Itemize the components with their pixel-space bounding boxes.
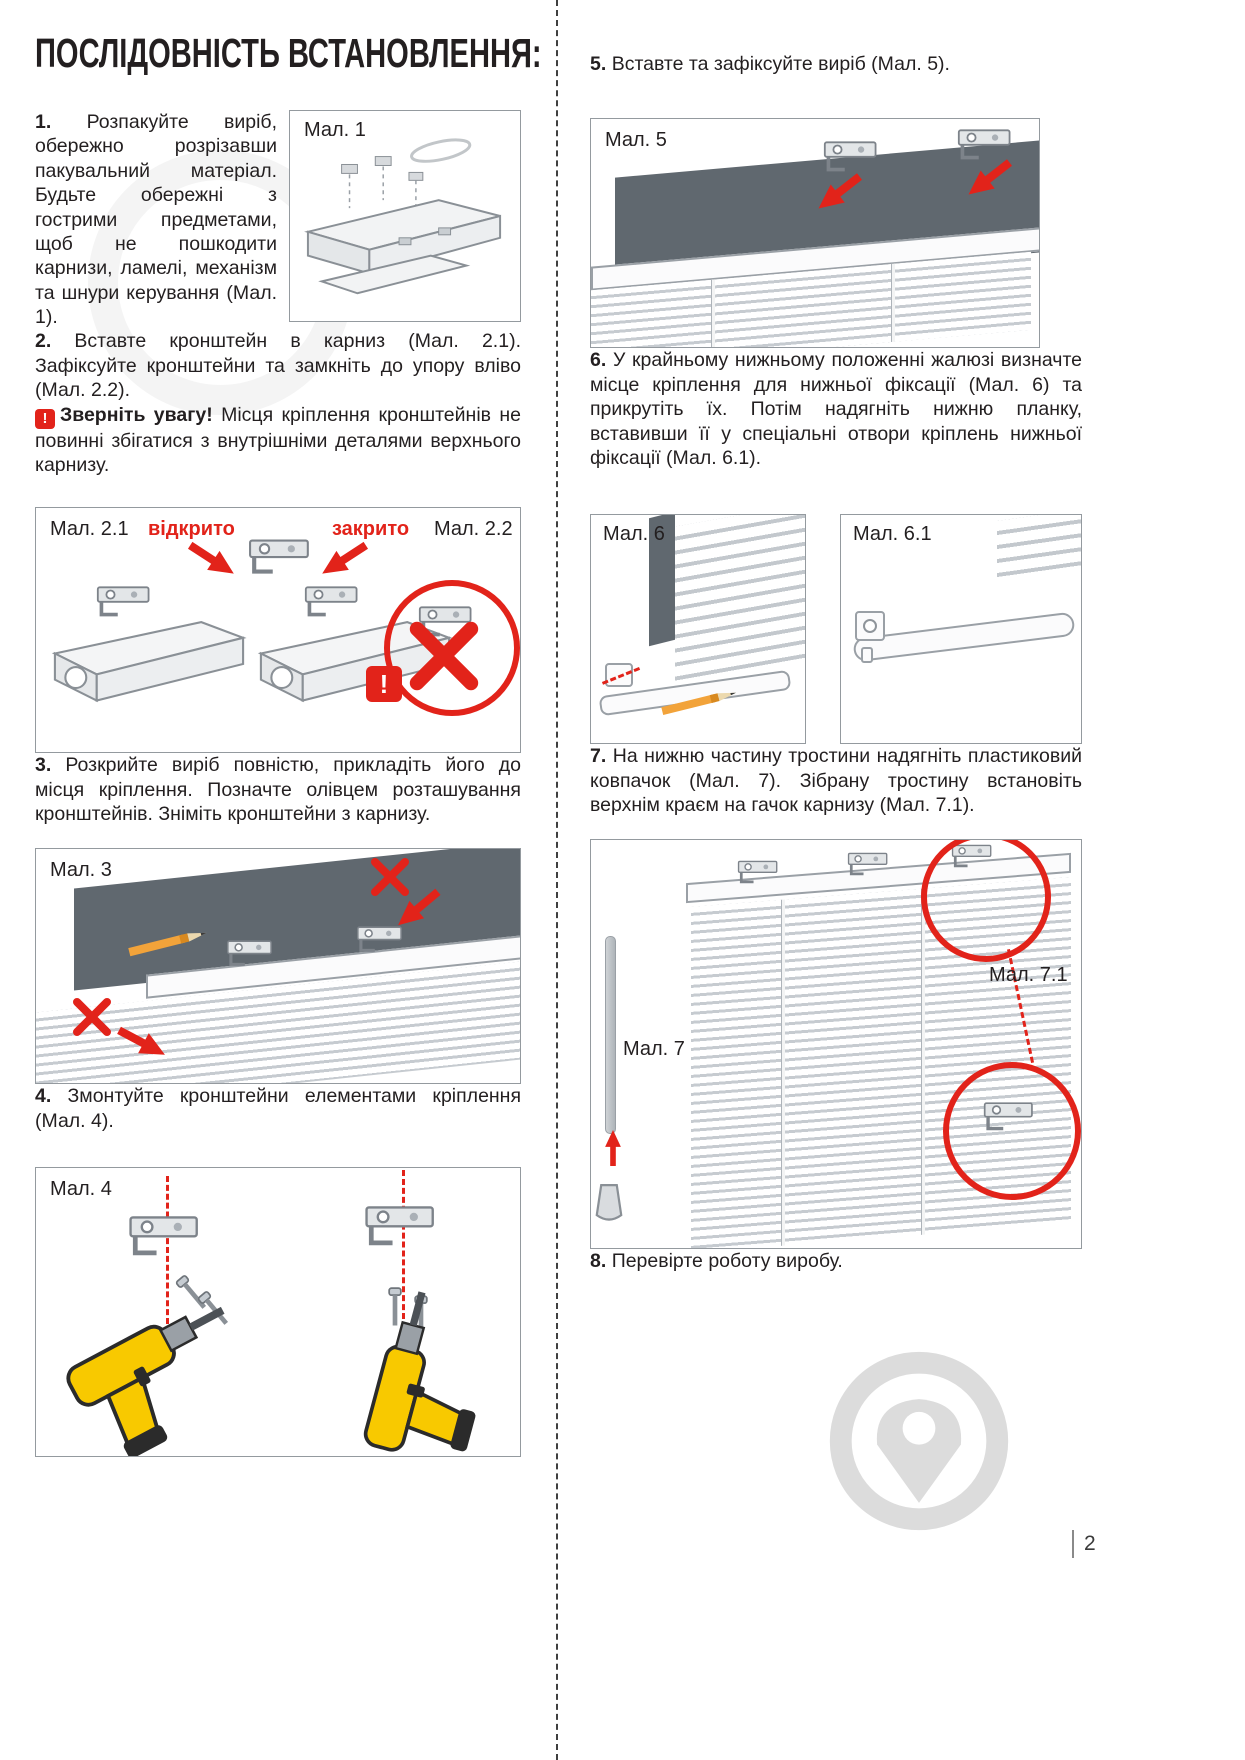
step-6-text — [590, 348, 1082, 470]
bracket-icon — [128, 1208, 204, 1260]
red-arrow-icon — [605, 1130, 621, 1166]
step-1-number: 1. — [35, 111, 52, 133]
bracket-icon — [957, 123, 1015, 163]
step-6-number: 6. — [590, 349, 607, 372]
warning-body: Місця кріплення кронштейнів не повинні збігатися з внутрішніми деталями верхнього карнизу. — [35, 403, 521, 476]
step-7-text — [590, 744, 1082, 817]
step-8-text — [590, 1249, 1082, 1273]
red-arrow-icon — [184, 536, 240, 584]
bracket-icon — [847, 848, 891, 878]
bracket-icon — [96, 580, 154, 620]
wand-hook-highlight-circle — [943, 1062, 1081, 1200]
step-4-number: 4. — [35, 1085, 52, 1108]
wrong-mounting-highlight-circle — [384, 580, 520, 716]
cornice-exploded-illustration — [290, 111, 520, 321]
exclamation-badge-icon: ! — [366, 666, 402, 702]
bracket-icon — [737, 856, 781, 886]
blinds-slats-shape — [675, 514, 806, 683]
hook-shape — [861, 647, 873, 663]
step-2-body: Вставте кронштейн в карниз (Мал. 2.1). Зафіксуйте кронштейни та замкніть до упору вліво (Мал. 2.2). — [35, 330, 521, 402]
bracket-icon — [304, 580, 362, 620]
figure-6-row — [590, 514, 1082, 744]
step-3-number: 3. — [35, 754, 52, 777]
page-number: 2 — [1072, 1530, 1096, 1558]
bottom-rail-shape — [852, 612, 1075, 663]
figure-1 — [289, 110, 521, 322]
figure-6-1 — [840, 514, 1082, 744]
figure-6-label: Мал. 6 — [603, 523, 665, 546]
page-title-text: ПОСЛІДОВНІСТЬ ВСТАНОВЛЕННЯ: — [35, 30, 542, 76]
watermark-logo — [828, 1350, 1010, 1532]
blinds-slats-shape — [997, 514, 1082, 585]
drill-icon — [37, 1261, 266, 1457]
step-8-number: 8. — [590, 1250, 607, 1273]
drill-icon — [326, 1279, 507, 1457]
figure-7 — [590, 839, 1082, 1249]
figure-5-label: Мал. 5 — [605, 129, 667, 152]
ladder-cord-shape — [891, 264, 895, 342]
figure-6-1-label: Мал. 6.1 — [853, 523, 932, 546]
step-5-body: Вставте та зафіксуйте виріб (Мал. 5). — [611, 53, 950, 75]
step-2-warning — [35, 403, 521, 478]
step-7-number: 7. — [590, 745, 607, 768]
figure-2-closed-label: закрито — [332, 518, 410, 541]
ladder-cord-shape — [921, 889, 925, 1235]
wand-cap-shape — [595, 1184, 623, 1224]
ladder-cord-shape — [781, 900, 785, 1246]
figure-5 — [590, 118, 1040, 348]
figure-7-1-label: Мал. 7.1 — [989, 964, 1068, 987]
figure-2-open-label: відкрито — [148, 518, 235, 541]
figure-2 — [35, 507, 521, 753]
figure-4-label: Мал. 4 — [50, 1178, 112, 1201]
column-divider-dashed-line — [556, 0, 558, 1760]
red-arrow-icon — [316, 536, 372, 584]
step-4-body: Змонтуйте кронштейни елементами кріплення (Мал. 4). — [35, 1085, 522, 1132]
figure-6 — [590, 514, 806, 744]
step-3-text — [35, 753, 521, 826]
figure-4 — [35, 1167, 521, 1457]
step-4-text — [35, 1084, 521, 1133]
figure-7-label: Мал. 7 — [623, 1038, 685, 1061]
step-7-body: На нижню частину тростини надягніть пластиковий ковпачок (Мал. 7). Зібрану тростину встановіть верхнім краєм на гачок карнизу (Мал. 7.1). — [590, 745, 1082, 816]
right-column — [590, 52, 1082, 1274]
step-5-number: 5. — [590, 53, 607, 75]
step-8-body: Перевірте роботу виробу. — [611, 1250, 843, 1273]
tilt-wand-shape — [605, 936, 616, 1134]
left-column — [35, 30, 542, 1457]
figure-2-2-label: Мал. 2.2 — [434, 518, 513, 541]
ladder-cord-shape — [711, 280, 715, 349]
figure-3 — [35, 848, 521, 1084]
warning-icon: ! — [35, 409, 55, 429]
step-5-text — [590, 52, 1082, 76]
figure-1-label: Мал. 1 — [304, 119, 366, 141]
figure-3-label: Мал. 3 — [50, 859, 112, 882]
bracket-icon — [226, 935, 276, 969]
bracket-icon — [248, 532, 314, 578]
step-3-body: Розкрийте виріб повністю, прикладіть його до місця кріплення. Позначте олівцем розташування кронштейнів. Зніміть кронштейни з карнизу. — [35, 754, 521, 825]
warning-bold: Зверніть увагу! — [60, 403, 213, 426]
red-x-icon — [72, 997, 112, 1037]
step-1-section — [35, 110, 521, 329]
step-1-body: Розпакуйте виріб, обережно розрізавши пакувальний матеріал. Будьте обережні з гострими предметами, щоб не пошкодити карнизи, ламелі, механізм та шнури керування (Мал. 1). — [35, 111, 277, 328]
page-title — [35, 30, 542, 80]
bracket-icon — [364, 1198, 440, 1250]
step-6-body: У крайньому нижньому положенні жалюзі визначте місце кріплення для нижньої фіксації (Мал. 6) та прикрутіть їх. Потім надягніть нижню планку, вставивши її у спеціальні отвори кріплень нижньої фіксації (Мал. 6.1). — [590, 349, 1082, 469]
step-2-text — [35, 329, 521, 402]
figure-2-1-label: Мал. 2.1 — [50, 518, 129, 541]
step-2-number: 2. — [35, 330, 52, 353]
red-x-icon — [370, 857, 410, 897]
